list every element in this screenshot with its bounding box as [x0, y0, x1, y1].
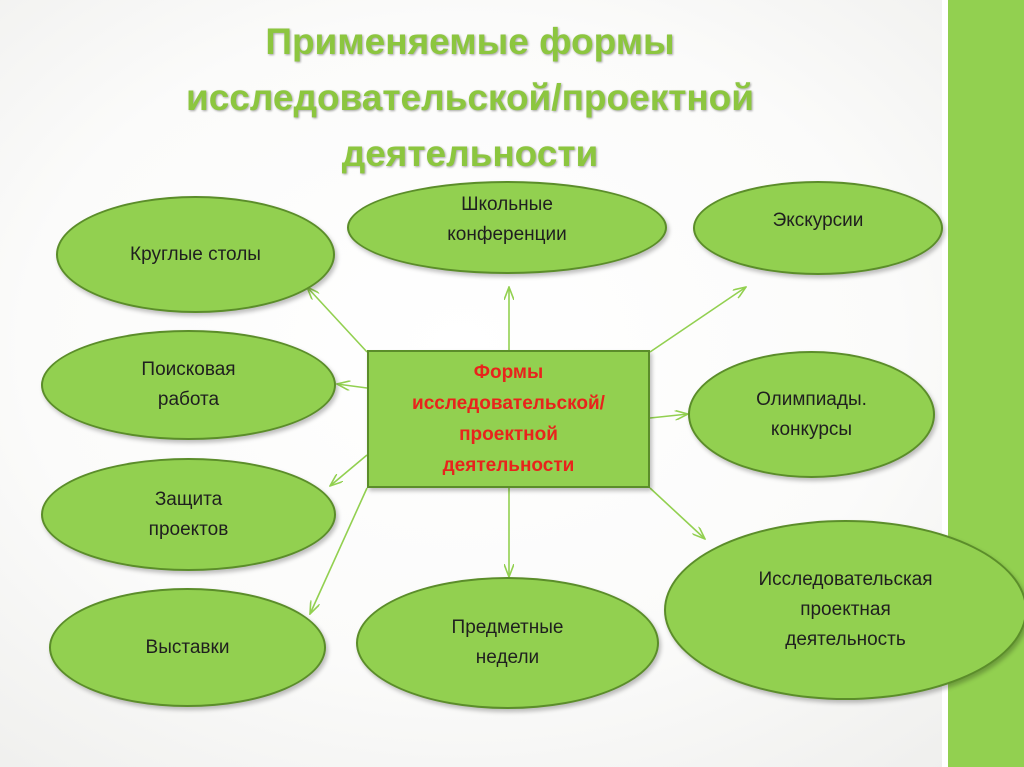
- node-label: Выставки: [145, 636, 230, 658]
- node-label: проектов: [148, 518, 229, 540]
- node-olympiads: [688, 351, 935, 478]
- node-label: Поисковая: [141, 359, 236, 380]
- node-subject-weeks: [356, 577, 659, 709]
- node-label: Предметные: [451, 617, 564, 638]
- node-label: работа: [157, 389, 220, 410]
- arrow-to-search-work: [337, 384, 367, 388]
- node-search-work: [41, 330, 336, 440]
- node-label: конкурсы: [770, 418, 853, 440]
- node-label: Экскурсии: [772, 210, 864, 231]
- center-label: Формы: [473, 362, 544, 383]
- node-round-tables: [56, 196, 335, 313]
- node-label: Защита: [154, 488, 223, 510]
- central-concept-box: [367, 350, 650, 488]
- node-label: конференции: [447, 223, 567, 245]
- node-exhibitions: [49, 588, 326, 707]
- arrow-to-excursions: [650, 287, 746, 352]
- title-line: исследовательской/проектной: [185, 77, 755, 118]
- node-label: Исследовательская: [758, 569, 933, 590]
- node-label: проектная: [800, 599, 891, 620]
- node-school-conferences: [347, 181, 667, 274]
- center-label: деятельности: [442, 455, 575, 476]
- node-excursions: [693, 181, 943, 275]
- node-research-project: [664, 520, 1024, 700]
- title-line: Применяемые формы: [265, 21, 675, 62]
- node-label: Круглые столы: [130, 243, 261, 265]
- arrow-to-olympiads: [650, 414, 688, 418]
- node-project-defense: [41, 458, 336, 571]
- arrow-to-project-defense: [330, 455, 367, 486]
- center-label: проектной: [459, 424, 558, 445]
- node-label: деятельность: [785, 629, 906, 650]
- arrow-to-research-project: [650, 488, 705, 539]
- center-label: исследовательской/: [412, 393, 605, 414]
- node-label: Школьные: [461, 193, 553, 215]
- arrow-to-round-tables: [307, 287, 367, 352]
- node-label: недели: [475, 647, 540, 668]
- node-label: Олимпиады.: [756, 388, 867, 410]
- title-line: деятельности: [341, 133, 599, 174]
